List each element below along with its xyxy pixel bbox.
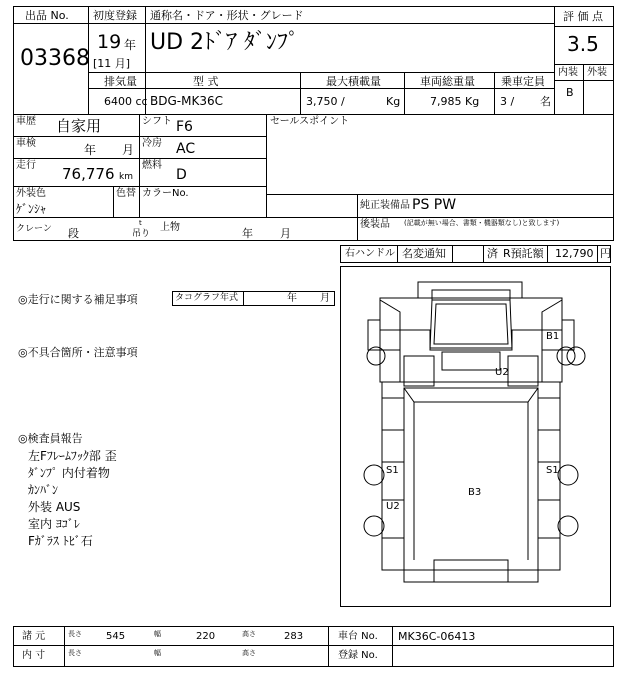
inspection-month: 月 [122, 143, 135, 157]
history-value: 自家用 [56, 117, 102, 135]
exterior-label: 外装 [587, 67, 607, 78]
inspector-line: 外装 AUS [28, 500, 81, 514]
inspector-line: ｶﾝﾊﾞﾝ [28, 483, 59, 497]
deposit-mark: 済 [487, 247, 498, 260]
fuel-label: 燃料 [142, 160, 162, 171]
crane-label: クレーン [16, 224, 52, 234]
capacity-label: 乗車定員 [501, 75, 545, 88]
model-label: 型 式 [193, 75, 219, 88]
inspector-report-label: ◎検査員報告 [18, 432, 83, 445]
inspector-line: 室内 ﾖｺﾞﾚ [28, 517, 80, 531]
inspection-label: 車検 [16, 138, 36, 149]
top-month: 月 [280, 227, 291, 240]
crane-lift: 吊り [132, 229, 151, 239]
handle-side: 右ハンドル [345, 248, 395, 259]
ac-label: 冷房 [142, 138, 162, 149]
score-value: 3.5 [567, 32, 599, 56]
width-value: 220 [196, 631, 216, 642]
tacho-month: 月 [320, 293, 330, 304]
registration-label: 登録 No. [338, 650, 378, 661]
lot-number: 03368 [20, 46, 90, 71]
genuine-equipment-label: 純正装備品 [360, 200, 410, 211]
color-change-label: 色替 [116, 188, 136, 199]
mark-u2-left: U2 [386, 501, 400, 512]
ac-value: AC [176, 141, 196, 157]
length-label: 長さ [68, 630, 82, 638]
deposit-label: R預託額 [503, 247, 544, 260]
inner-width-label: 幅 [154, 649, 161, 657]
name-label: 通称名・ドア・形状・グレード [150, 9, 304, 22]
tacho-year: 年 [287, 293, 297, 304]
mileage-value: 76,776 [62, 165, 115, 183]
inner-length-label: 長さ [68, 649, 82, 657]
length-value: 545 [106, 631, 126, 642]
inspector-line: Fｶﾞﾗｽ ﾄﾋﾞ石 [28, 534, 93, 548]
model-value: BDG-MK36C [150, 94, 223, 108]
gross-weight-label: 車両総重量 [420, 75, 475, 88]
sales-point-label: セールスポイント [270, 116, 350, 127]
inspector-line: 左Fﾌﾚｰﾑﾌｯｸ部 歪 [28, 449, 117, 463]
top-year: 年 [242, 227, 253, 240]
max-load-value: 3,750 / [306, 95, 345, 108]
mileage-label: 走行 [16, 160, 36, 171]
chassis-value: MK36C-06413 [398, 630, 476, 643]
score-label: 評 価 点 [563, 10, 603, 23]
shift-value: F6 [176, 119, 193, 135]
crane-lift-t: t [139, 219, 142, 227]
ext-color-value: ｹﾞﾝｼｬ [16, 202, 47, 216]
ext-color-label: 外装色 [16, 188, 46, 199]
mark-s1-left: S1 [386, 465, 399, 476]
first-reg-year: 19 [97, 31, 122, 53]
mark-b1: B1 [546, 331, 560, 342]
inspector-line: ﾀﾞﾝﾌﾟ 内付着物 [28, 466, 110, 480]
mark-u2-top: U2 [495, 367, 509, 378]
height-value: 283 [284, 631, 304, 642]
driving-remarks-label: ◎走行に関する補足事項 [18, 293, 138, 306]
dims-label: 諸 元 [22, 631, 46, 642]
max-load-unit: Kg [386, 95, 401, 108]
gross-weight-value: 7,985 Kg [430, 95, 480, 108]
aftermarket-label: 後装品 [360, 219, 390, 230]
fuel-value: D [176, 167, 187, 183]
genuine-equipment-value: PS PW [412, 197, 457, 213]
capacity-unit: 名 [540, 95, 551, 108]
inner-height-label: 高さ [242, 649, 256, 657]
first-reg-label: 初度登録 [93, 9, 137, 22]
max-load-label: 最大積載量 [326, 75, 381, 88]
mileage-unit: km [119, 172, 133, 182]
mark-s1-right: S1 [546, 465, 559, 476]
deposit-value: 12,790 [555, 247, 594, 260]
first-reg-month: [11 月] [93, 57, 131, 70]
height-label: 高さ [242, 630, 256, 638]
name-change-label: 名変通知 [402, 247, 446, 260]
interior-grade: B [566, 86, 574, 99]
color-code-label: カラーNo. [142, 188, 189, 199]
shift-label: シフト [142, 116, 172, 127]
width-label: 幅 [154, 630, 161, 638]
deposit-unit: 円 [600, 247, 611, 260]
lot-no-label: 出品 No. [25, 9, 69, 22]
interior-label: 内装 [558, 67, 578, 78]
defects-label: ◎不具合箇所・注意事項 [18, 346, 138, 359]
inspector-report-lines [28, 447, 228, 549]
mark-b3: B3 [468, 487, 482, 498]
chassis-label: 車台 No. [338, 631, 378, 642]
tachograph-label: タコグラフ年式 [175, 293, 239, 303]
displacement-label: 排気量 [104, 75, 137, 88]
displacement-value: 6400 cc [104, 95, 148, 108]
history-label: 車歴 [16, 116, 36, 127]
inner-dims-label: 内 寸 [22, 650, 46, 661]
year-unit: 年 [124, 38, 137, 52]
aftermarket-note: (記載が無い場合、書類・機器類なし)と致します) [404, 219, 560, 227]
top-label: 上物 [160, 222, 180, 233]
inspection-year: 年 [84, 143, 97, 157]
capacity-value: 3 / [500, 95, 515, 108]
vehicle-name: UD 2ﾄﾞｱ ﾀﾞﾝﾌﾟ [150, 30, 300, 55]
crane-stage: 段 [68, 227, 79, 240]
